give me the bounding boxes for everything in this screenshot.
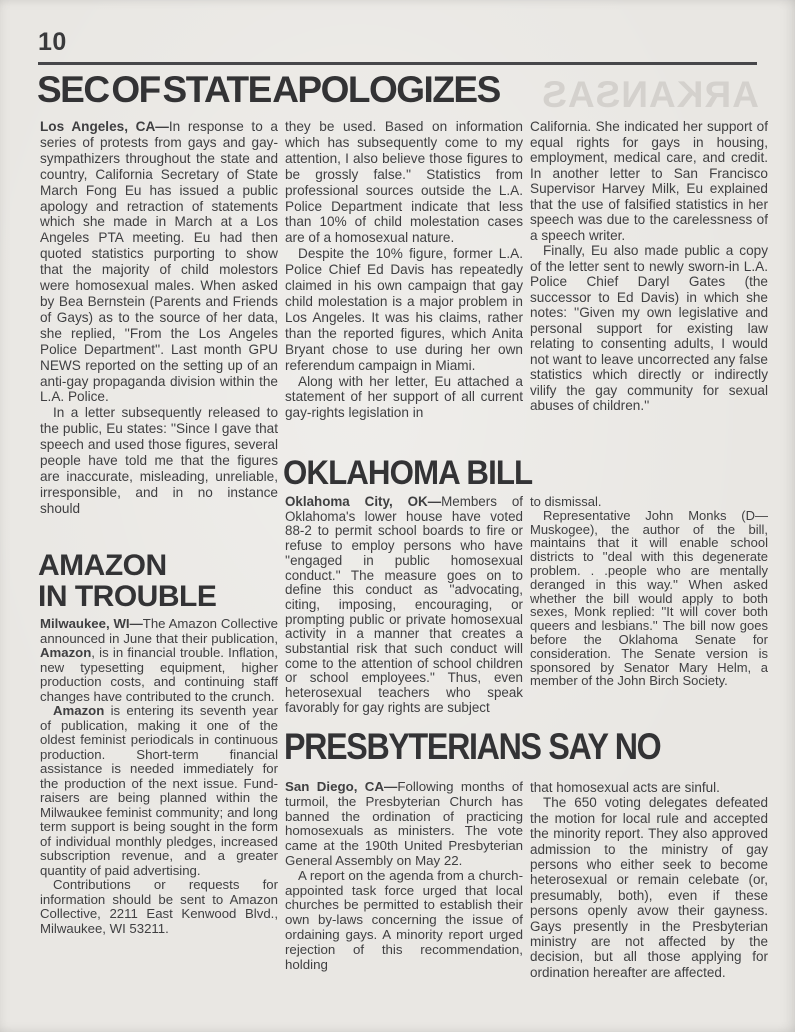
bold-lead-text: Amazon: [53, 703, 105, 718]
oklahoma-bill-column-1: [285, 495, 523, 733]
paragraph: [285, 119, 523, 246]
body-text: is entering its seventh year of publication, making it one of the oldest feminist periodicals in continuous production. Short-term financial assistance is needed immediately for the production of the next issue. Fund-raisers are being planned within the Milwaukee feminist community; and long term support is being sought in the form of individual monthly pledges, increased subscription revenue, and a greater quantity of paid advertising.: [40, 703, 278, 878]
body-text: In a letter subsequently released to the public, Eu states: ''Since I gave that speech and used those figures, several people have told me that the figures are inaccurate, misleading, unreliable, irresponsible, and in no instance should: [40, 405, 278, 516]
bleedthrough-headline: ARKANSAS: [541, 74, 759, 115]
body-text: Members of Oklahoma's lower house have voted 88-2 to permit school boards to fire or refuse to employ persons who have ''engaged in public homosexual conduct.'' The measure goes on to define this conduct as ''advocating, citing, imposing, encouraging, or prompting public or private homosexual activity in a manner that creates a substantial risk that such conduct will come to the attention of school children or school employees.'' Thus, even heterosexual teachers who speak favorably for gay rights are subject: [285, 495, 523, 715]
presbyterians-column-1: [285, 780, 523, 994]
sec-of-state-column-1: [40, 119, 278, 555]
bold-lead-text: Amazon: [40, 645, 92, 660]
paragraph: [40, 119, 278, 405]
page-number: 10: [38, 28, 67, 56]
paragraph: [40, 405, 278, 516]
paragraph: [40, 617, 278, 704]
presbyterians-column-2: [530, 780, 768, 994]
paragraph: [530, 495, 768, 509]
oklahoma-bill-column-2: [530, 495, 768, 731]
body-text: to dismissal.: [530, 495, 602, 509]
body-text: Representative John Monks (D—Muskogee), the author of the bill, maintains that it will enable school districts to ''deal with this degenerate problem. . .people who are mentally deranged in this way.'' When asked whether the bill would apply to both sexes, Monk replied: ''It will cover both queers and lesbians.'' The bill now goes before the Oklahoma Senate for consideration. The Senate version is sponsored by Senator Mary Helm, a member of the John Birch Society.: [530, 507, 768, 689]
body-text: , is in financial trouble. Inflation, new typesetting equipment, higher production costs, and continuing staff changes have contributed to the crunch.: [40, 645, 278, 704]
body-text: Contributions or requests for information should be sent to Amazon Collective, 2211 East Kenwood Blvd., Milwaukee, WI 53211.: [40, 877, 278, 936]
amazon-headline-line-2: IN TROUBLE: [38, 580, 217, 613]
paragraph: [40, 704, 278, 878]
body-text: Despite the 10% figure, former L.A. Police Chief Ed Davis has repeatedly claimed in his own campaign that gay child molestation is a major problem in Los Angeles. It was his claims, rather than the reported figures, which Anita Bryant chose to use during her own referendum campaign in Miami.: [285, 246, 523, 373]
body-text: Following months of turmoil, the Presbyterian Church has banned the ordination of practicing homosexuals as ministers. The vote came at the 190th United Presbyterian General Assembly on May 22.: [285, 780, 523, 868]
body-text: they be used. Based on information which has subsequently come to my attention, I also believe those figures to be grossly false.'' Statistics from professional sources outside the L.A. Police Department indicate that less than 10% of child molestation cases are of a homosexual nature.: [285, 119, 523, 246]
paragraph: [285, 374, 523, 422]
top-rule: [38, 62, 757, 65]
paragraph: [530, 780, 768, 795]
paragraph: [530, 119, 768, 243]
body-text: A report on the agenda from a church-appointed task force urged that local churches be permitted to establish their own by-laws concerning the issue of ordaining gays. A minority report urged rejection of this recommendation, holding: [285, 867, 523, 972]
paragraph: [530, 243, 768, 414]
body-text: In response to a series of protests from gays and gay-sympathizers throughout the state and country, California Secretary of State March Fong Eu has issued a public apology and retraction of statements which she made in March at a Los Angeles PTA meeting. Eu had then quoted statistics purporting to show that the majority of child molestors were homosexual males. When asked by Bea Bernstein (Parents and Friends of Gays) as to the source of her data, she replied, ''From the Los Angeles Police Department''. Last month GPU NEWS reported on the setting up of an anti-gay propaganda division within the L.A. Police.: [40, 119, 278, 405]
paragraph: [530, 509, 768, 688]
bold-lead-text: Milwaukee, WI—: [40, 617, 143, 631]
body-text: California. She indicated her support of equal rights for gays in housing, employment, medical care, and credit. In another letter to San Francisco Supervisor Harvey Milk, Eu explained that the use of falsified statistics in her speech was due to the carelessness of a speech writer.: [530, 119, 768, 243]
bold-lead-text: Oklahoma City, OK—: [285, 495, 442, 509]
paragraph: [40, 878, 278, 936]
paragraph: [285, 495, 523, 716]
body-text: Finally, Eu also made public a copy of the letter sent to newly sworn-in L.A. Police Chief Daryl Gates (the successor to Ed Davis) in which she notes: ''Given my own legislative and personal support for existing law relating to consenting adults, I would not want to leave uncorrected any false statistics which directly or indirectly vilify the gay community for sexual abuses of children.'': [530, 243, 768, 413]
paragraph: [285, 246, 523, 373]
body-text: The 650 voting delegates defeated the motion for local rule and accepted the minority report. They also approved admission to the ministry of gay persons who either seek to become heterosexual or remain celebate (or, presumably, both), even if these persons openly avow their gayness. Gays presently in the Presbyterian ministry are not affected by the decision, but all those applying for ordination hereafter are affected.: [530, 795, 768, 980]
sec-of-state-column-3: [530, 119, 768, 464]
paragraph: [285, 780, 523, 869]
oklahoma-bill-headline: OKLAHOMA BILL: [283, 454, 533, 492]
sec-of-state-column-2: [285, 119, 523, 457]
amazon-body-column: [40, 617, 278, 1003]
body-text: Along with her letter, Eu attached a statement of her support of all current gay-rights legislation in: [285, 373, 523, 421]
amazon-headline-line-1: AMAZON: [38, 549, 167, 582]
bold-lead-text: San Diego, CA—: [285, 780, 398, 794]
paragraph: [530, 795, 768, 980]
amazon-headline: [38, 550, 216, 612]
presbyterians-headline: PRESBYTERIANS SAY NO: [284, 726, 661, 767]
paragraph: [285, 869, 523, 973]
sec-of-state-headline: SEC OF STATE APOLOGIZES: [37, 69, 500, 110]
body-text: that homosexual acts are sinful.: [530, 780, 720, 795]
bold-lead-text: Los Angeles, CA—: [40, 119, 169, 134]
body-text: The Amazon Collective announced in June that their publication,: [40, 617, 278, 646]
